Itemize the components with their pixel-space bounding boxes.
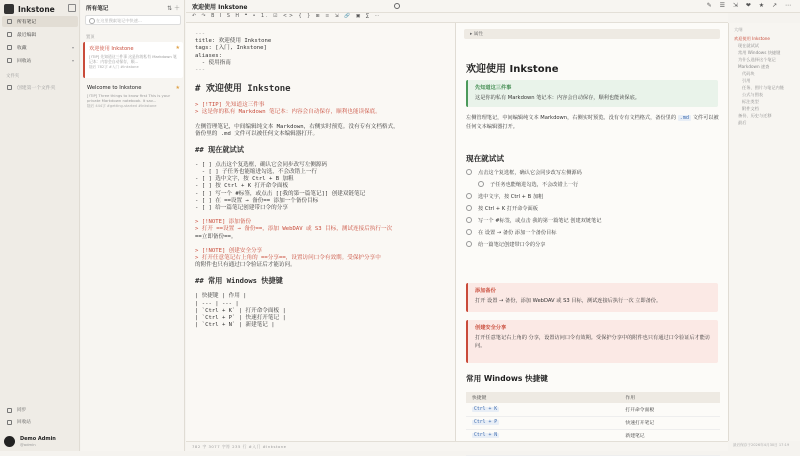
logo-icon xyxy=(4,4,14,14)
outline-item[interactable]: 最后 xyxy=(738,120,747,125)
chevron-down-icon: ▾ xyxy=(71,45,74,50)
outline-item[interactable]: 任务、图片与笔记内链 xyxy=(742,85,784,90)
editor-topbar xyxy=(186,0,800,13)
outline-item[interactable]: 公式与图表 xyxy=(742,92,763,97)
user-profile[interactable] xyxy=(4,433,78,449)
user-handle: @admin xyxy=(20,441,36,447)
notes-icon xyxy=(7,19,12,24)
table-cell xyxy=(466,403,619,416)
source-line[interactable]: ## 现在就试试 xyxy=(195,144,244,154)
checkbox-icon[interactable] xyxy=(466,193,472,199)
source-line[interactable]: 备份里的 .md 文件可以被任何文本编辑器打开。 xyxy=(195,130,319,137)
intro-text-b: 文件可以被任何文本编辑器打开。 xyxy=(466,115,719,130)
source-line[interactable]: --- xyxy=(195,66,206,73)
trash-icon xyxy=(7,58,12,63)
task-label: 选中文字，按 Ctrl + B 加粗 xyxy=(478,193,544,200)
source-line[interactable]: | `Ctrl + P` | 快速打开笔记 | xyxy=(195,314,286,321)
note-list-title: 所有笔记 xyxy=(86,6,109,12)
source-line[interactable]: - [ ] 按 Ctrl + K 打开命令面板 xyxy=(195,183,289,190)
table-row xyxy=(466,403,720,416)
sidebar-item-label: 回收站 xyxy=(17,59,32,64)
preview-heading-try: 现在就试试 xyxy=(466,154,504,163)
note-excerpt: [!TIP] 先知道这三件事 这是你的私有 Markdown 笔记本：内容会自动保存，顺... xyxy=(89,54,177,64)
pinned-group-label: 置顶 xyxy=(86,34,95,39)
shortcut-key: Ctrl + K xyxy=(474,406,498,412)
table-header: 作用 xyxy=(619,392,720,403)
checkbox-icon[interactable] xyxy=(466,241,472,247)
sidebar-item-label: 最近编辑 xyxy=(17,33,37,38)
sync-icon xyxy=(7,408,12,413)
sidebar xyxy=(0,0,80,451)
note-meta: 随后 782字 #入门 #Inkstone xyxy=(89,65,139,69)
source-line[interactable]: | `Ctrl + N` | 新建笔记 | xyxy=(195,322,275,329)
note-list-item[interactable] xyxy=(83,42,183,78)
preview-heading-1: 欢迎使用 Inkstone xyxy=(466,64,559,75)
outline-item[interactable]: Markdown 速查 xyxy=(738,64,770,69)
source-line[interactable]: title: 欢迎使用 Inkstone xyxy=(195,38,272,45)
star-icon[interactable]: ★ xyxy=(175,45,180,51)
task-label: 在 设置 → 备份 添加一个备份目标 xyxy=(478,229,557,236)
table-cell: 快速打开笔记 xyxy=(619,416,720,429)
outline-panel xyxy=(728,23,800,441)
outline-title: 大纲 xyxy=(734,27,743,32)
folders-section-label: 文件夹 xyxy=(6,74,20,79)
outline-item[interactable]: 代码块 xyxy=(742,71,755,76)
tip-callout xyxy=(466,80,718,107)
note-callout-backup xyxy=(466,283,718,312)
sidebar-item-favorites[interactable] xyxy=(2,42,78,53)
note-excerpt: [!TIP] Three things to know first This is your private Markdown notebook. It sav... xyxy=(87,93,171,103)
callout-body: 这是你的私有 Markdown 笔记本：内容会自动保存，顺利也能读保底。 xyxy=(475,95,640,101)
source-line[interactable]: > 打开 ==设置 → 备份==，添加 WebDAV 或 S3 目标，测试连接后执行一次 xyxy=(195,226,393,233)
table-cell xyxy=(466,416,619,429)
note-search-input[interactable]: 在这里搜索笔记中快速... xyxy=(85,15,181,25)
markdown-source-editor[interactable] xyxy=(186,23,456,441)
sync-label: 同步 xyxy=(17,408,27,413)
clock-icon xyxy=(7,32,12,37)
outline-item[interactable]: 备份、历史与迁移 xyxy=(738,113,772,118)
task-item[interactable] xyxy=(478,179,732,189)
checkbox-icon[interactable] xyxy=(466,169,472,175)
checkbox-icon[interactable] xyxy=(466,205,472,211)
source-line[interactable] xyxy=(195,155,446,162)
chevron-down-icon: ▾ xyxy=(71,58,74,63)
status-bar: 782 字 3077 字符 235 行 #入门 #Inkstone xyxy=(186,441,728,451)
table-cell: 新建笔记 xyxy=(619,429,720,442)
table-header: 快捷键 xyxy=(466,392,619,403)
format-toolbar[interactable]: ↶ ↷ B I S H ❝ • 1. ☑ <> { } ⊞ ≡ ⇲ 🔗 ▣ ∑ ⋯ xyxy=(186,13,728,23)
source-line[interactable]: - 使用指南 xyxy=(195,59,231,66)
search-icon[interactable] xyxy=(394,3,400,9)
source-line[interactable]: --- xyxy=(195,31,206,37)
outline-item[interactable]: 引用 xyxy=(742,78,751,83)
trash-footer-label: 回收站 xyxy=(17,420,31,425)
source-line[interactable]: - [ ] 点击这个复选框，确认它会同步改写左侧源码 xyxy=(195,161,328,168)
properties-toggle[interactable]: ▸ 属性 xyxy=(464,29,720,39)
sidebar-item-all-notes[interactable] xyxy=(2,16,78,27)
source-line[interactable]: 的附件也只有通过口令验证后才能访问。 xyxy=(195,262,296,269)
note-list-item[interactable] xyxy=(83,82,183,118)
intro-text-a: 左侧管理笔记，中间编辑纯文本 Markdown，右侧实时预览。没有专有文档格式，备份里的 xyxy=(466,115,677,121)
note-meta: 随后 444字 #getting-started #Inkstone xyxy=(87,104,157,108)
source-line[interactable]: | `Ctrl + K` | 打开命令面板 | xyxy=(195,307,286,314)
source-line[interactable] xyxy=(195,269,446,276)
sidebar-item-trash[interactable] xyxy=(2,55,78,66)
source-line[interactable]: > [!NOTE] 添加备份 xyxy=(195,219,252,226)
source-line[interactable]: tags: [入门, Inkstone] xyxy=(195,45,267,52)
table-cell: 打开命令面板 xyxy=(619,403,720,416)
source-line[interactable]: | 快捷键 | 作用 | xyxy=(195,293,247,300)
source-line[interactable]: ==立即备份==。 xyxy=(195,233,237,240)
outline-item[interactable]: 常用 Windows 快捷键 xyxy=(738,50,781,55)
trash-footer-button[interactable] xyxy=(2,417,78,427)
outline-item[interactable]: 欢迎使用 Inkstone xyxy=(734,36,771,41)
source-line[interactable]: > 打开任意笔记右上角的 ==分享==，设置访问口令有效期。受保护分享中 xyxy=(195,254,381,261)
sync-button[interactable] xyxy=(2,405,78,415)
checkbox-icon[interactable] xyxy=(466,229,472,235)
task-item[interactable] xyxy=(466,227,720,237)
source-line[interactable]: 左侧管理笔记，中间编辑纯文本 Markdown，右侧实时预览。没有专有文档格式， xyxy=(195,123,399,130)
shortcut-key: Ctrl + P xyxy=(474,420,498,425)
editor-actions[interactable]: ✎ ☰ ⇲ ❤ ★ ↗ ⋯ xyxy=(706,2,794,9)
note-list-actions[interactable]: ⇅ ＋ xyxy=(167,5,180,12)
intro-paragraph xyxy=(466,114,720,131)
task-item[interactable] xyxy=(466,215,720,225)
source-line[interactable]: - [ ] 子任务也能缩进勾选，不会改错上一行 xyxy=(195,169,318,176)
task-label: 按 Ctrl + K 打开命令面板 xyxy=(478,205,538,212)
source-line[interactable]: aliases: xyxy=(195,52,222,59)
task-label: 子任务也能缩进勾选，不会改错上一行 xyxy=(490,181,579,188)
outline-item[interactable]: 标注类型 xyxy=(742,99,759,104)
new-folder-button[interactable] xyxy=(2,82,78,93)
task-item[interactable] xyxy=(466,167,720,177)
inline-code: .md xyxy=(679,115,690,121)
note-title: 欢迎使用 Inkstone xyxy=(89,46,134,52)
folder-plus-icon xyxy=(7,85,12,90)
callout-body: 打开 设置 → 备份，添加 WebDAV 或 S3 目标，测试连接后执行一次 立即备份。 xyxy=(475,298,662,304)
source-line[interactable]: - [ ] 给一篇笔记创建带口令的分享 xyxy=(195,205,288,211)
task-item[interactable] xyxy=(466,191,720,201)
note-list-panel xyxy=(81,0,185,451)
source-line[interactable]: - [ ] 在 ==设置 → 备份== 添加一个备份目标 xyxy=(195,197,319,204)
app-name: Inkstone xyxy=(18,4,55,14)
note-title-heading[interactable]: 欢迎使用 Inkstone xyxy=(192,4,248,11)
sidebar-toggle-icon[interactable] xyxy=(68,4,76,12)
source-line[interactable]: - [ ] 选中文字，按 Ctrl + B 加粗 xyxy=(195,176,294,183)
task-item[interactable] xyxy=(466,239,720,249)
note-callout-share xyxy=(466,320,718,363)
task-label: 写一个 #标签，或点击 我的第一篇笔记 创建双链笔记 xyxy=(478,217,602,224)
sidebar-item-label: 收藏 xyxy=(17,46,27,51)
source-line[interactable]: | --- | --- | xyxy=(195,300,239,307)
source-line[interactable] xyxy=(195,138,446,145)
task-item[interactable] xyxy=(466,203,720,213)
task-label: 点击这个复选框，确认它会同步改写左侧源码 xyxy=(478,169,582,176)
last-saved: 最后保存于2026年4月30日 17:19 xyxy=(733,443,790,447)
star-icon xyxy=(7,45,12,50)
source-line[interactable] xyxy=(195,74,446,81)
callout-title: 先知道这三件事 xyxy=(475,85,512,91)
source-line[interactable]: # 欢迎使用 Inkstone xyxy=(195,84,291,95)
outline-item[interactable]: 附件文档 xyxy=(742,106,759,111)
callout-title: 创建安全分享 xyxy=(475,325,507,331)
source-line[interactable] xyxy=(195,241,446,248)
source-line[interactable]: > [!NOTE] 创建安全分享 xyxy=(195,247,263,254)
note-title: Welcome to Inkstone xyxy=(87,85,142,91)
sidebar-item-label: 所有笔记 xyxy=(17,20,37,25)
task-label: 给一篇笔记创建带口令的分享 xyxy=(478,241,546,248)
avatar xyxy=(4,436,15,447)
shortcut-key: Ctrl + N xyxy=(474,433,498,438)
brand xyxy=(4,3,55,15)
callout-title: 添加备份 xyxy=(475,288,496,294)
trash-icon xyxy=(7,420,12,425)
user-name: Demo Admin xyxy=(20,435,56,442)
source-line[interactable] xyxy=(195,117,446,124)
checkbox-icon[interactable] xyxy=(466,217,472,223)
source-line[interactable]: > [!TIP] 先知道这三件事 xyxy=(195,102,265,109)
sidebar-item-recent[interactable] xyxy=(2,29,78,40)
outline-item[interactable]: 为什么选择这个笔记 xyxy=(738,57,776,62)
source-line[interactable]: > 这是你的私有 Markdown 笔记本：内容会自动保存，顺利也能读保底。 xyxy=(195,109,381,116)
source-line[interactable]: - [ ] 写一个 #标签，或点击 [[我的第一篇笔记]] 创建双链笔记 xyxy=(195,190,366,197)
callout-body: 打开任意笔记右上角的 分享，设置访问口令有效期。受保护分享中的附件也只有通过口令验证后才能访问。 xyxy=(475,335,711,349)
star-icon[interactable]: ★ xyxy=(175,85,180,91)
checkbox-icon[interactable] xyxy=(478,181,484,187)
preview-heading-shortcuts: 常用 Windows 快捷键 xyxy=(466,374,548,383)
source-line[interactable]: ## 常用 Windows 快捷键 xyxy=(195,276,283,286)
markdown-preview xyxy=(456,23,728,441)
new-folder-label: 创建第一个文件夹 xyxy=(17,86,56,91)
table-row xyxy=(466,416,720,429)
outline-item[interactable]: 现在就试试 xyxy=(738,43,759,48)
